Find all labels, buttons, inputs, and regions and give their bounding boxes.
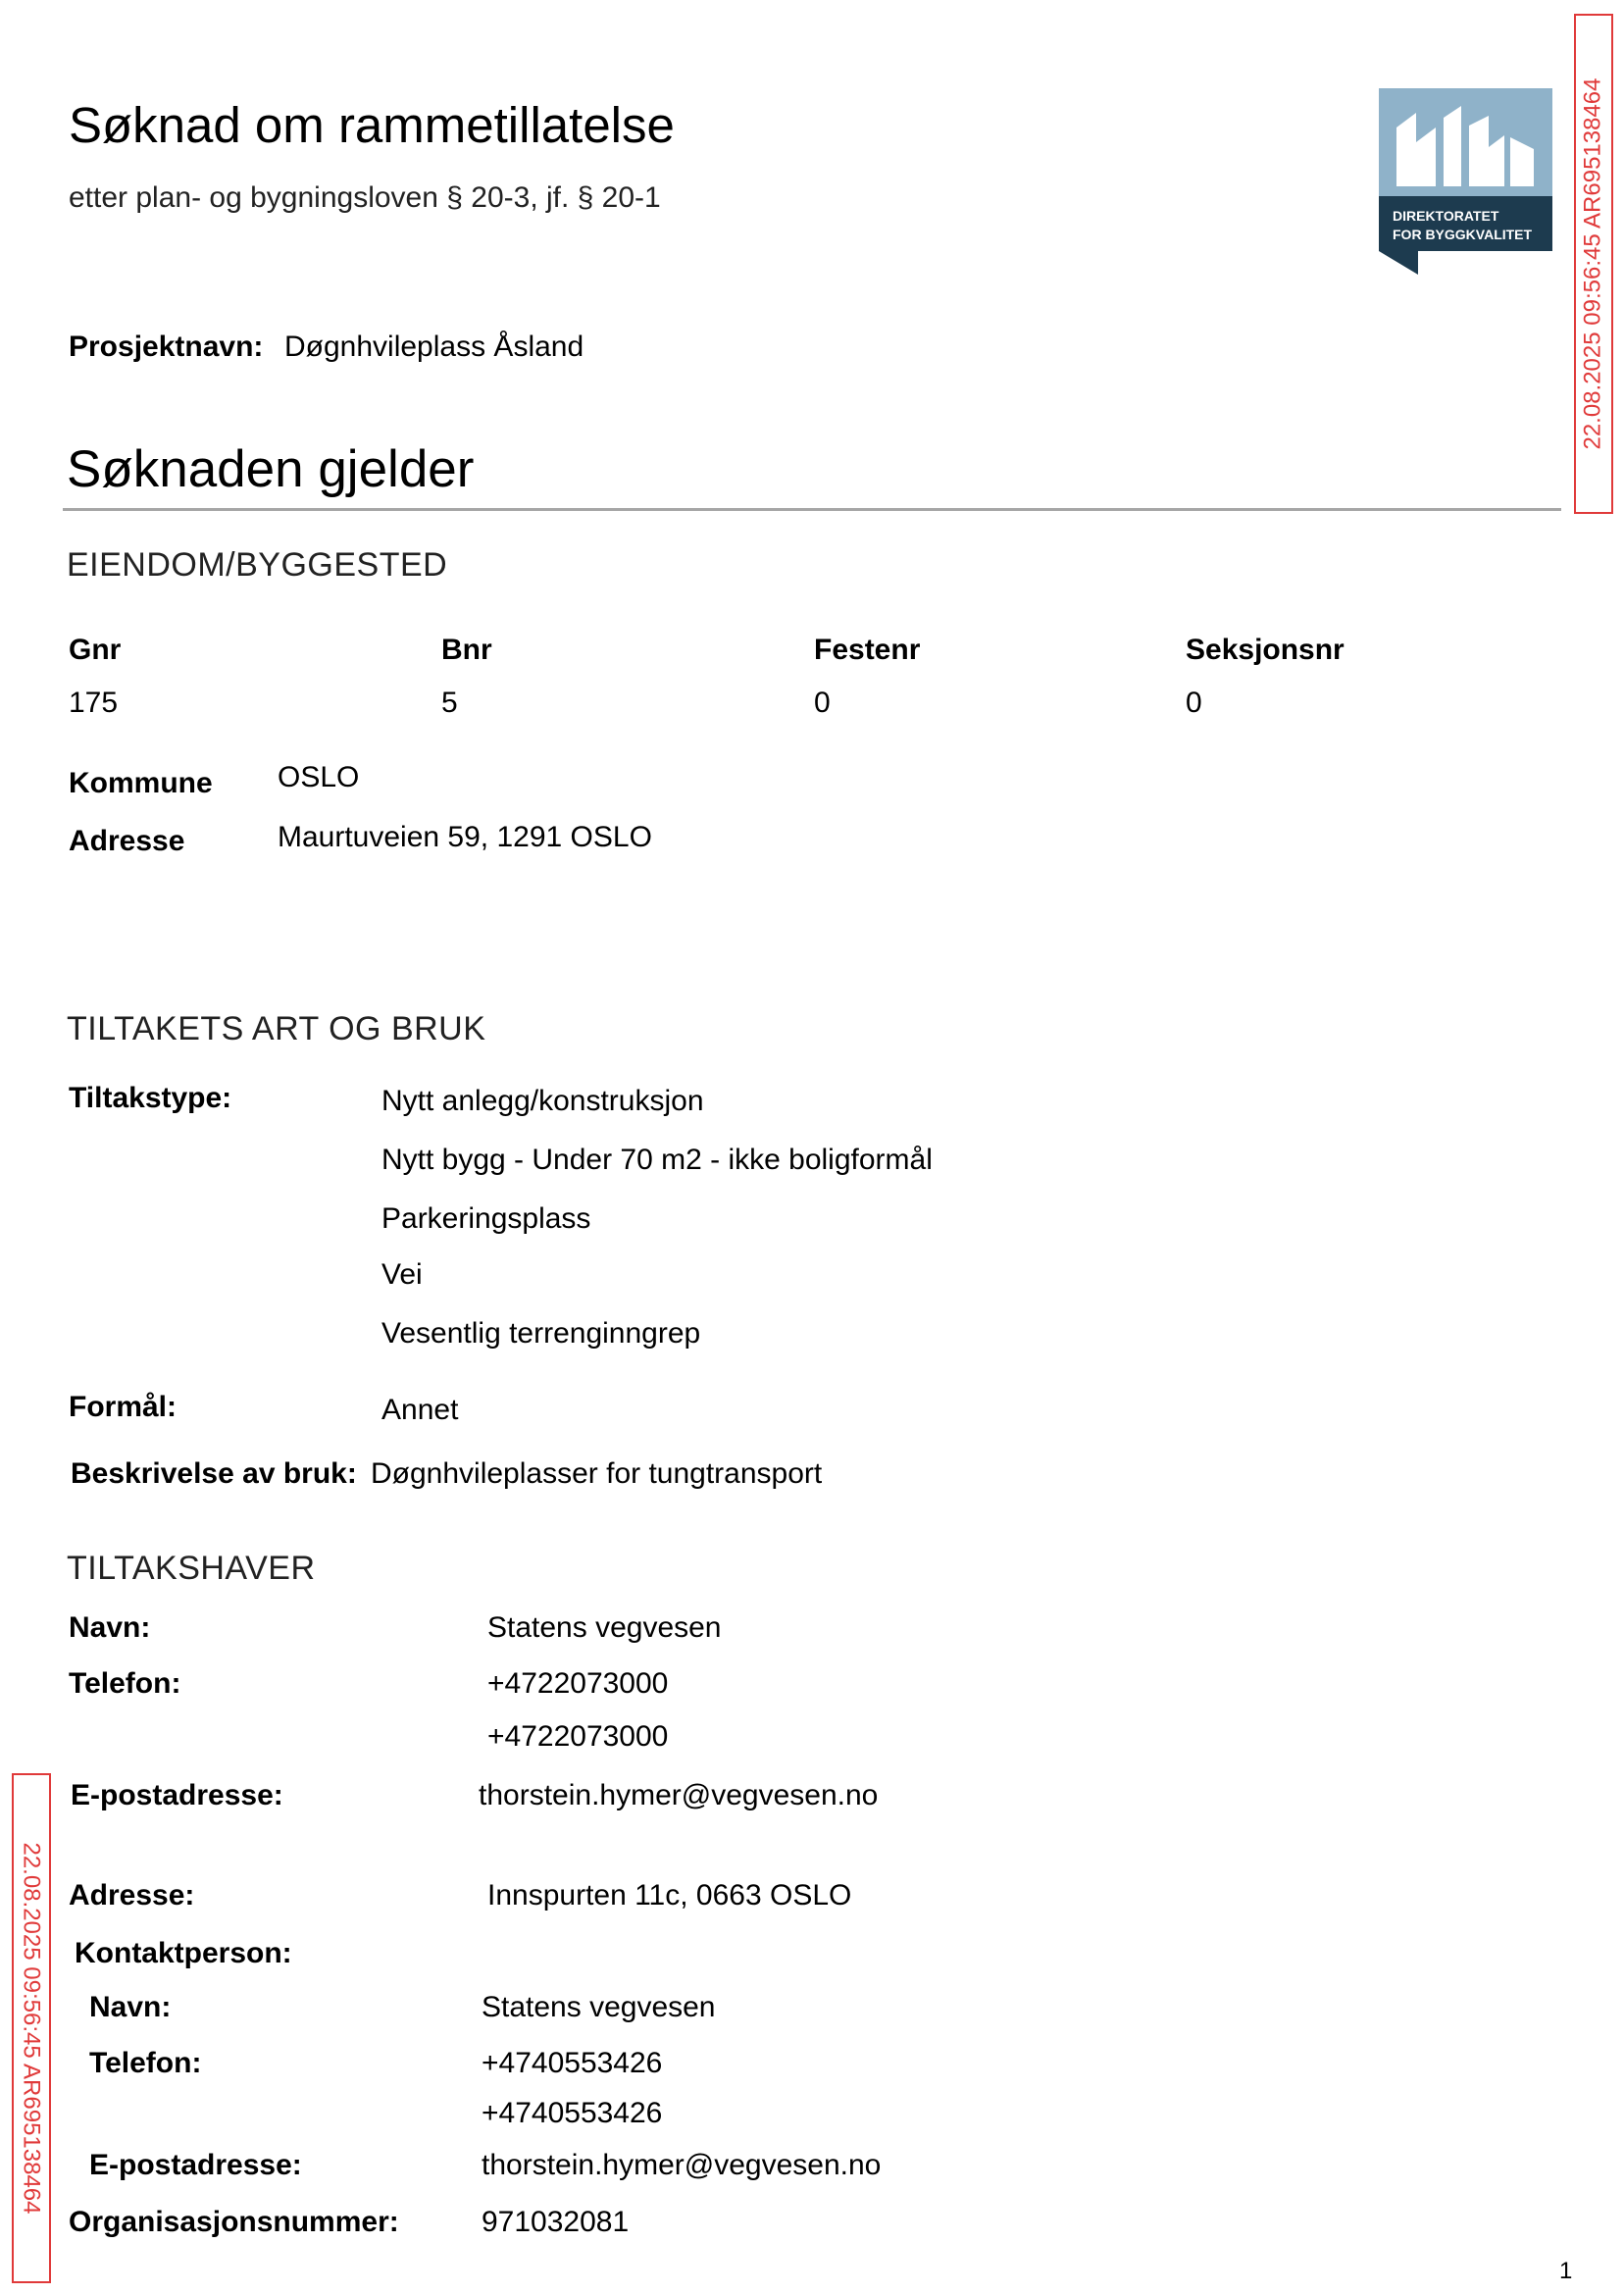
project-value: Døgnhvileplass Åsland bbox=[284, 331, 584, 363]
adresse-value: Maurtuveien 59, 1291 OSLO bbox=[278, 821, 652, 853]
kontakt-epost-label: E-postadresse: bbox=[89, 2149, 302, 2181]
kontakt-navn-label: Navn: bbox=[89, 1991, 172, 2023]
document-subtitle: etter plan- og bygningsloven § 20-3, jf. § 20-1 bbox=[69, 181, 661, 214]
logo-line1: DIREKTORATET bbox=[1393, 208, 1499, 224]
telefon-label: Telefon: bbox=[69, 1667, 181, 1700]
formal-value: Annet bbox=[381, 1394, 459, 1426]
telefon-value: +4722073000 bbox=[487, 1720, 669, 1753]
tiltakshaver-heading: TILTAKSHAVER bbox=[67, 1550, 316, 1587]
dibk-logo bbox=[1379, 88, 1552, 275]
timestamp-stamp-left bbox=[12, 1773, 51, 2283]
kommune-value: OSLO bbox=[278, 761, 360, 793]
stamp-text: 22.08.2025 09:56:45 AR695138464 bbox=[1580, 77, 1606, 450]
gnr-label: Gnr bbox=[69, 634, 122, 666]
tiltakshaver-adresse-value: Innspurten 11c, 0663 OSLO bbox=[487, 1879, 852, 1912]
stamp-text: 22.08.2025 09:56:45 AR695138464 bbox=[19, 1842, 45, 2215]
epost-value: thorstein.hymer@vegvesen.no bbox=[479, 1779, 879, 1811]
property-heading: EIENDOM/BYGGESTED bbox=[67, 546, 448, 584]
navn-label: Navn: bbox=[69, 1611, 151, 1644]
tiltakstype-item: Vesentlig terrenginngrep bbox=[381, 1317, 701, 1350]
navn-value: Statens vegvesen bbox=[487, 1611, 722, 1644]
formal-label: Formål: bbox=[69, 1391, 178, 1423]
kontakt-navn-value: Statens vegvesen bbox=[482, 1991, 716, 2023]
project-label: Prosjektnavn: bbox=[69, 331, 264, 363]
org-label: Organisasjonsnummer: bbox=[69, 2206, 399, 2238]
telefon-value: +4722073000 bbox=[487, 1667, 669, 1700]
timestamp-stamp-top bbox=[1574, 14, 1613, 514]
seksjonsnr-value: 0 bbox=[1186, 687, 1202, 719]
tiltak-heading: TILTAKETS ART OG BRUK bbox=[67, 1010, 486, 1047]
tiltakshaver-adresse-label: Adresse: bbox=[69, 1879, 195, 1912]
section-heading: Søknaden gjelder bbox=[67, 440, 475, 498]
bnr-label: Bnr bbox=[441, 634, 492, 666]
epost-label: E-postadresse: bbox=[71, 1779, 283, 1811]
festenr-value: 0 bbox=[814, 687, 831, 719]
org-value: 971032081 bbox=[482, 2206, 630, 2238]
tiltakstype-label: Tiltakstype: bbox=[69, 1082, 232, 1114]
bruk-value: Døgnhvileplasser for tungtransport bbox=[371, 1457, 823, 1490]
seksjonsnr-label: Seksjonsnr bbox=[1186, 634, 1345, 666]
page-number: 1 bbox=[1559, 2258, 1573, 2284]
adresse-label: Adresse bbox=[69, 825, 185, 857]
logo-line2: FOR BYGGKVALITET bbox=[1393, 227, 1533, 242]
kontakt-telefon-value: +4740553426 bbox=[482, 2047, 663, 2079]
tiltakstype-item: Vei bbox=[381, 1258, 423, 1291]
document-title: Søknad om rammetillatelse bbox=[69, 97, 675, 153]
bnr-value: 5 bbox=[441, 687, 458, 719]
kontaktperson-label: Kontaktperson: bbox=[75, 1937, 292, 1969]
tiltakstype-item: Nytt bygg - Under 70 m2 - ikke boligformål bbox=[381, 1144, 933, 1176]
kontakt-telefon-value: +4740553426 bbox=[482, 2097, 663, 2129]
kontakt-epost-value: thorstein.hymer@vegvesen.no bbox=[482, 2149, 882, 2181]
kommune-label: Kommune bbox=[69, 767, 213, 799]
gnr-value: 175 bbox=[69, 687, 119, 719]
section-divider bbox=[63, 508, 1561, 511]
festenr-label: Festenr bbox=[814, 634, 921, 666]
kontakt-telefon-label: Telefon: bbox=[89, 2047, 202, 2079]
bruk-label: Beskrivelse av bruk: bbox=[71, 1457, 357, 1490]
tiltakstype-item: Parkeringsplass bbox=[381, 1202, 591, 1235]
tiltakstype-item: Nytt anlegg/konstruksjon bbox=[381, 1085, 704, 1117]
